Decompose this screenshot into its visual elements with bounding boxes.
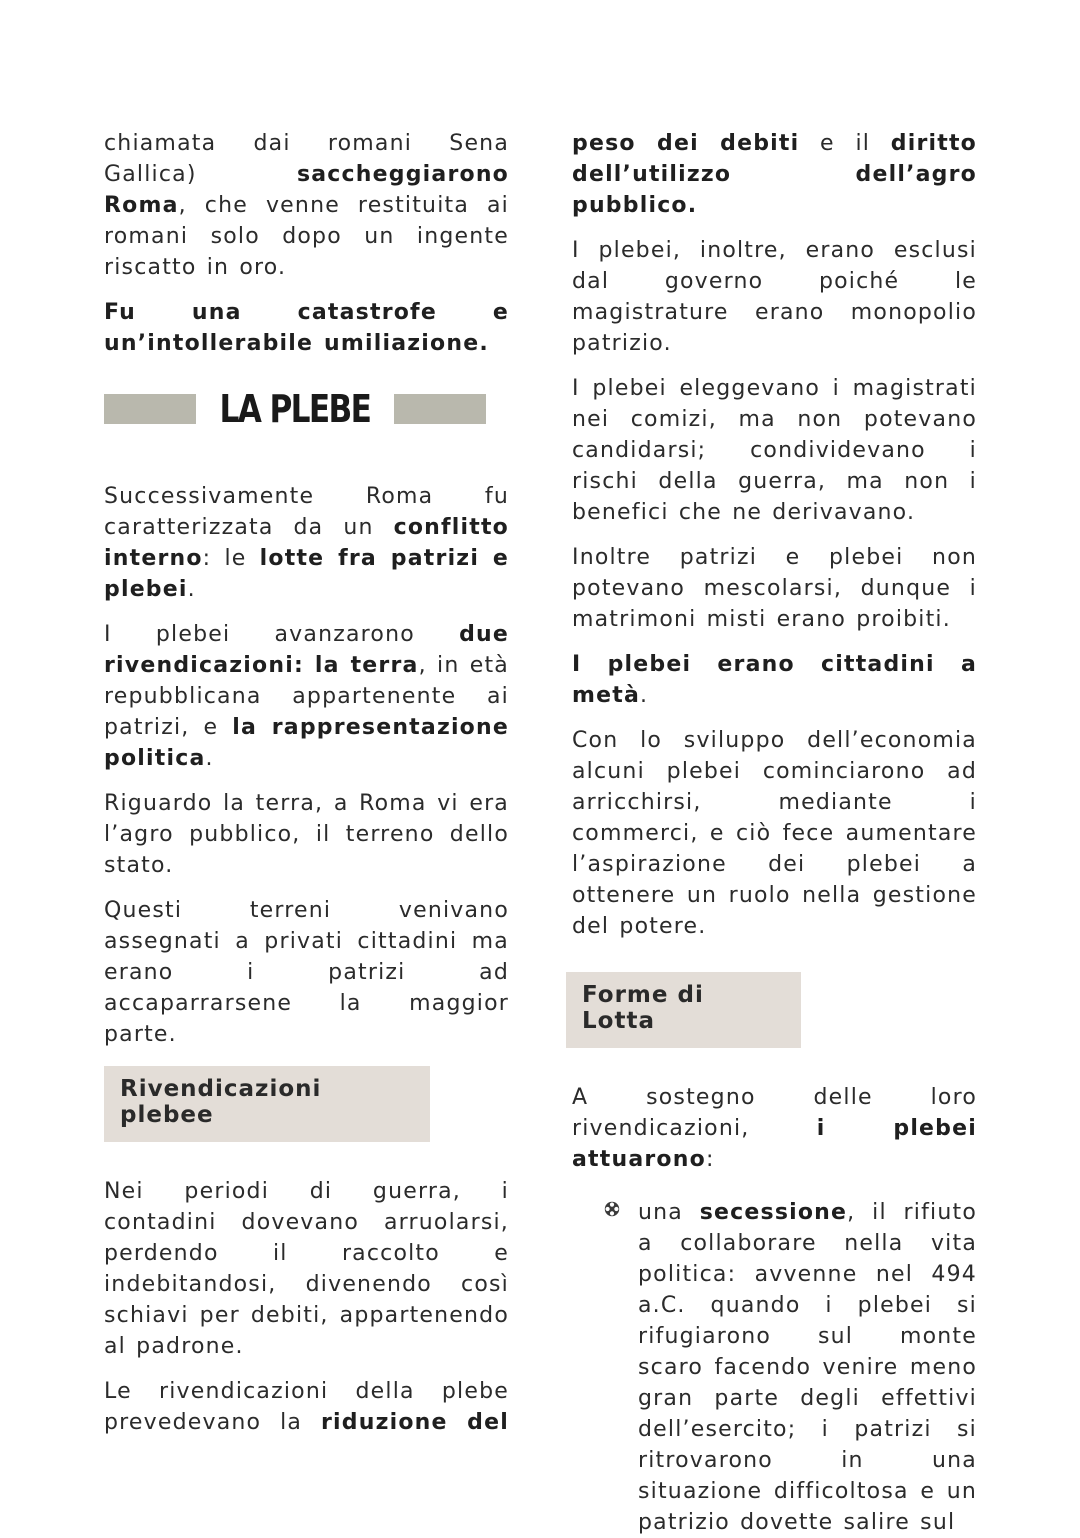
paragraph-war-debts: Nei periodi di guerra, i contadini dovevano arruolarsi, perdendo il raccolto e indebitandosi, divenendo così schiavi per debiti, appartenendo al padrone. <box>104 1179 509 1359</box>
paragraph-claims: Le rivendicazioni della plebe prevedevano la riduzione del <box>104 1379 509 1435</box>
paragraph-excluded-government: I plebei, inoltre, erano esclusi dal governo poiché le magistrature erano monopolio patrizio. <box>572 238 977 356</box>
list-item <box>604 1197 977 1538</box>
paragraph-mixed-marriages: Inoltre patrizi e plebei non potevano mescolarsi, dunque i matrimoni misti erano proibiti. <box>572 545 977 632</box>
left-column <box>104 128 509 1452</box>
bullet-list <box>572 1197 977 1538</box>
title-bar-right <box>394 394 486 424</box>
subheading-forme-di-lotta: Forme di Lotta <box>566 972 801 1048</box>
right-column <box>572 128 977 1538</box>
paragraph-catastrophe: Fu una catastrofe e un’intollerabile umiliazione. <box>104 300 509 356</box>
section-title: LA PLEBE <box>219 387 371 431</box>
paragraph-two-claims: I plebei avanzarono due rivendicazioni: la terra, in età repubblicana appartenente ai patrizi, e la rappresentazione politica. <box>104 622 509 771</box>
bullet-text: una secessione, il rifiuto a collaborare nella vita politica: avvenne nel 494 a.C. quando i plebei si rifugiarono sul monte scaro facendo venire meno gran parte degli effettivi dell’esercito; i patrizi si ritrovarono in una situazione difficoltosa e un patrizio dovette salire sul <box>638 1200 977 1535</box>
paragraph-land-assignment: Questi terreni venivano assegnati a privati cittadini ma erano i patrizi ad accaparrarsene la maggior parte. <box>104 898 509 1047</box>
paragraph-public-land: Riguardo la terra, a Roma vi era l’agro pubblico, il terreno dello stato. <box>104 791 509 878</box>
paragraph-support: A sostegno delle loro rivendicazioni, i plebei attuarono: <box>572 1085 977 1172</box>
paragraph-debts-land: peso dei debiti e il diritto dell’utilizzo dell’agro pubblico. <box>572 131 977 218</box>
subheading-rivendicazioni: Rivendicazioni plebee <box>104 1066 430 1142</box>
paragraph-magistrates: I plebei eleggevano i magistrati nei comizi, ma non potevano candidarsi; condividevano i rischi della guerra, ma non i benefici che ne derivavano. <box>572 376 977 525</box>
flower-bullet-icon <box>604 1201 620 1217</box>
section-title-row <box>104 381 486 437</box>
title-bar-left <box>104 394 196 424</box>
paragraph-economy: Con lo sviluppo dell’economia alcuni plebei cominciarono ad arricchirsi, mediante i commerci, e ciò fece aumentare l’aspirazione dei plebei a ottenere un ruolo nella gestione del potere. <box>572 728 977 939</box>
paragraph-half-citizens: I plebei erano cittadini a metà. <box>572 652 977 708</box>
paragraph-sack-of-rome: chiamata dai romani Sena Gallica) saccheggiarono Roma, che venne restituita ai romani solo dopo un ingente riscatto in oro. <box>104 131 509 280</box>
paragraph-internal-conflict: Successivamente Roma fu caratterizzata da un conflitto interno: le lotte fra patrizi e plebei. <box>104 484 510 602</box>
